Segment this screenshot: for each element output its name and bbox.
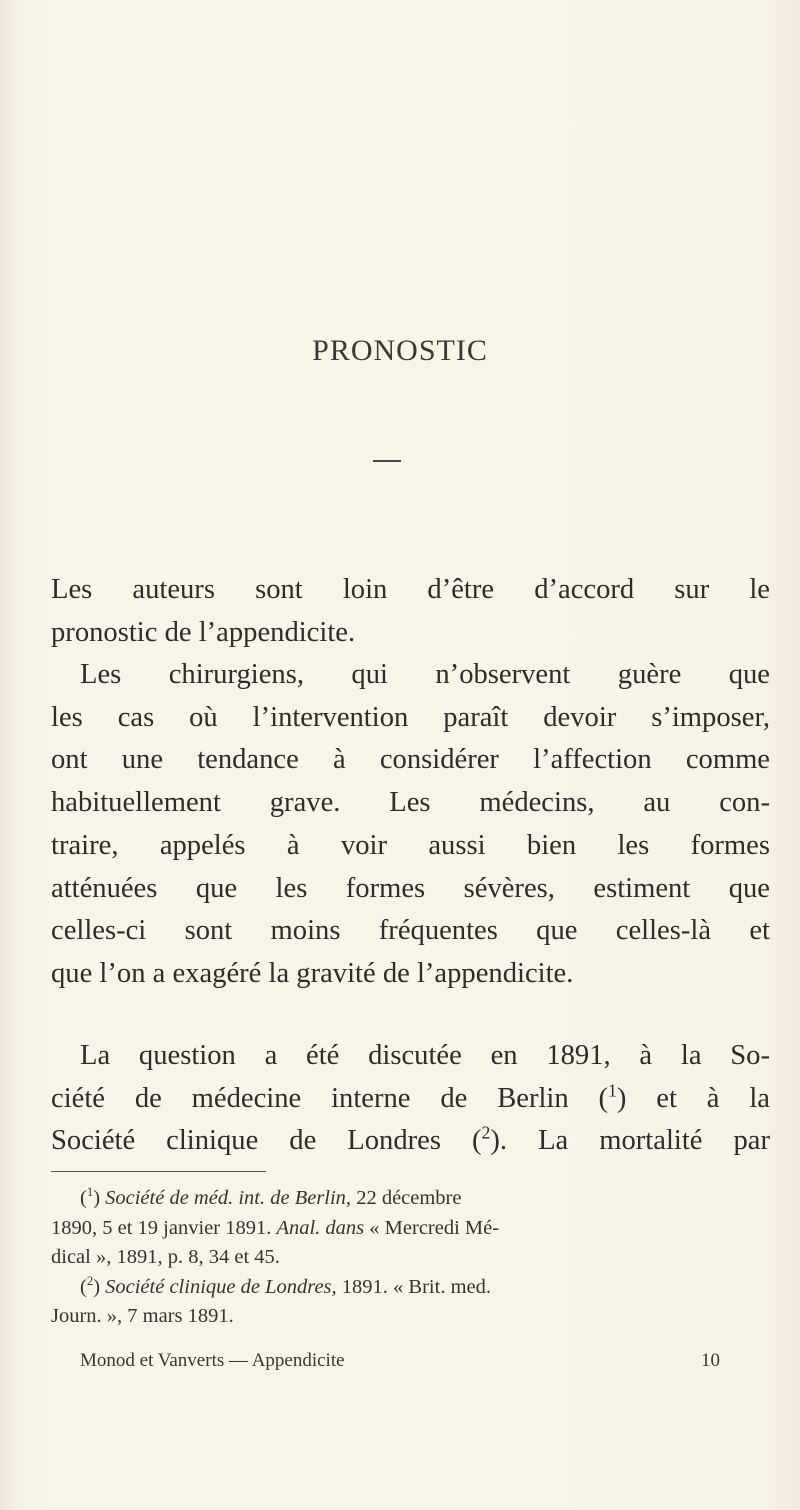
footnote-1-dates: 1890, 5 et 19 janvier 1891. (51, 1216, 277, 1239)
paragraph-2-line-5: traire, appelés à voir aussi bien les formes (51, 829, 770, 861)
footer-signature: 10 (701, 1350, 720, 1371)
paragraph-3-line-3-end: ). La mortalité par (490, 1125, 770, 1157)
paragraph-2 (51, 654, 770, 996)
paragraph-2-line-7: celles-ci sont moins fréquentes que celles-là et (51, 915, 770, 947)
paragraph-2-line-1: Les chirurgiens, qui n’observent guère que (80, 659, 770, 690)
footnote-1-marker: 1 (86, 1185, 94, 1200)
paragraph-3-line-2-start: ciété de médecine interne de Berlin ( (51, 1082, 609, 1114)
footnote-1-line-2 (51, 1214, 766, 1244)
footnote-ref-1: 1 (608, 1080, 617, 1101)
paragraph-3-line-3 (51, 1120, 770, 1163)
footnote-1-date: 22 décembre (351, 1187, 462, 1209)
footnote-1-source: Société de méd. int. de Berlin, (105, 1187, 352, 1209)
footnote-2-journal: 1891. « Brit. med. (336, 1275, 491, 1298)
paragraph-3-line-1: La question a été discutée en 1891, à la So- (80, 1040, 770, 1071)
paragraph-3-line-2-end: ) et à la (616, 1082, 770, 1114)
footnote-separator-rule (51, 1171, 266, 1172)
paragraph-2-line-3: ont une tendance à considérer l’affection comme (51, 744, 770, 776)
paragraph-2-line-6: atténuées que les formes sévères, estiment que (51, 872, 770, 904)
footer-authors: Monod et Vanverts — Appendicite (80, 1350, 345, 1371)
paragraph-2-line-8: que l’on a exagéré la gravité de l’appendicite. (51, 957, 574, 989)
paragraph-3 (51, 1035, 770, 1163)
footnote-1-line-1: ($^1$) Société de méd. int. de Berlin, 22 décembre (80, 1185, 462, 1209)
paragraph-3-line-2 (51, 1078, 770, 1121)
footnote-2-line-2: Journ. », 7 mars 1891. (51, 1305, 234, 1327)
paragraph-3-line-3-start: Société clinique de Londres ( (51, 1125, 482, 1157)
chapter-title: PRONOSTIC (312, 334, 488, 367)
footnote-1-journal: « Mercredi Mé- (364, 1216, 500, 1239)
paragraph-2-line-4: habituellement grave. Les médecins, au con- (51, 787, 770, 819)
paragraph-1-line-1: Les auteurs sont loin d’être d’accord sur le (51, 574, 770, 605)
footnote-1-analysis: Anal. dans (276, 1216, 365, 1239)
title-separator-rule (373, 460, 401, 462)
footnote-2-source: Société clinique de Londres, (105, 1275, 337, 1298)
footnotes (51, 1184, 766, 1332)
paragraph-1 (51, 569, 770, 654)
paragraph-1-line-2: pronostic de l’appendicite. (51, 616, 356, 648)
footnote-2-line-1: ($^2$) Société clinique de Londres, 1891. « Brit. med. (80, 1273, 491, 1298)
footnote-1-line-3: dical », 1891, p. 8, 34 et 45. (51, 1246, 280, 1268)
footnote-2-marker: 2 (86, 1273, 94, 1288)
footnote-ref-2: 2 (481, 1122, 491, 1143)
paragraph-2-line-2: les cas où l’intervention paraît devoir s’imposer, (51, 701, 770, 733)
